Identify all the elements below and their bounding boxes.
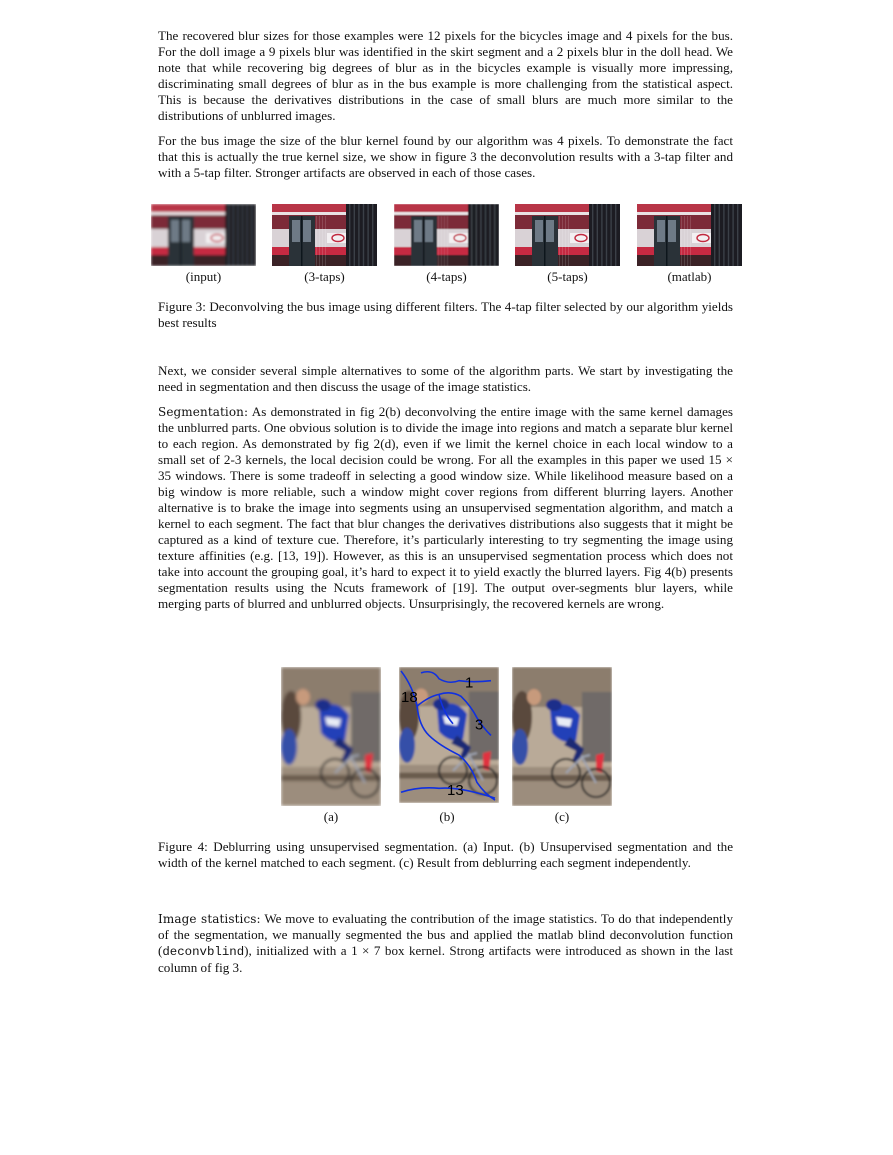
bus-image-matlab [637, 204, 742, 266]
code-deconvblind: deconvblind [162, 945, 245, 959]
figure-4-label-b: (b) [439, 809, 455, 824]
figure-3-label-input: (input) [185, 269, 222, 284]
window-size: 15 × 35 [158, 452, 733, 483]
bus-image-input [151, 204, 256, 266]
statistics-text-c: box kernel. Strong artifacts were introduced as shown in the last column of fig 3. [158, 943, 733, 975]
figure-4-label-c: (c) [554, 809, 570, 824]
paragraph-alternatives: Next, we consider several simple alternatives to some of the algorithm parts. We start by investigating the need in segmentation and then discuss the usage of the image statistics. [158, 363, 733, 394]
paragraph-image-statistics [158, 911, 733, 976]
segment-label: 1 [465, 675, 474, 692]
figure-3-label-5-taps: (5-taps) [547, 269, 588, 284]
figure-3 [0, 204, 893, 284]
cyclist-image-result [512, 667, 612, 806]
paragraph-blur-sizes: The recovered blur sizes for those examples were 12 pixels for the bicycles image and 4 pixels for the bus. For the doll image a 9 pixels blur was identified in the skirt segment and a 2 pixels blur in the doll head. We note that while recovering big degrees of blur as in the bicycles example is visually more impressing, discriminating small degrees of blur as in the bus example is more challenging from the statistical aspect. This is because the derivatives distributions in the case of small blurs are much more similar to the distributions of unblurred images. [158, 28, 733, 123]
cyclist-image-input [281, 667, 381, 806]
segmentation-lead: Segmentation: [158, 405, 249, 419]
figure-3-label-4-taps: (4-taps) [426, 269, 467, 284]
paragraph-bus-kernel: For the bus image the size of the blur kernel found by our algorithm was 4 pixels. To demonstrate the fact that this is actually the true kernel size, we show in figure 3 the deconvolution results with a 3-tap filter and with a 5-tap filter. Stronger artifacts are observed in each of those cases. [158, 133, 733, 180]
bus-image-3-taps [272, 204, 377, 266]
segment-label: 18 [401, 690, 418, 707]
statistics-text-b: ), initialized with a [244, 943, 347, 958]
segmentation-text-b: windows. There is some tradeoff in selecting a good window size. While likelihood measure based on a big window is more reliable, such a window might cover regions from different blurring layers. Another alternative is to brake the image into segments using an unsupervised segmentation algorithm, and match a kernel to each segment. The fact that blur changes the derivatives distributions also suggests that it might be captured as a kind of texture cue. Therefore, it’s particularly interesting to try segmenting the image using texture affinities (e.g. [13, 19]). However, as this is an unsupervised segmentation process which does not take into account the grouping goal, it’s hard to expect it to yield exactly the blurred layers. Fig 4(b) presents segmentation results using the Ncuts framework of [19]. The output over-segments blur layers, while merging parts of blurred and unblurred objects. Unsurprisingly, the recovered kernels are wrong. [158, 468, 733, 611]
segment-label: 13 [447, 783, 464, 800]
box-kernel-size: 1 × 7 [351, 943, 381, 958]
statistics-lead: Image statistics: [158, 912, 261, 926]
segment-label: 3 [475, 717, 484, 734]
paragraph-segmentation [158, 404, 733, 612]
bus-image-5-taps [515, 204, 620, 266]
figure-3-label-3-taps: (3-taps) [304, 269, 345, 284]
figure-3-caption: Figure 3: Deconvolving the bus image using different filters. The 4-tap filter selected by our algorithm yields best results [158, 299, 733, 330]
segmentation-text-a: As demonstrated in fig 2(b) deconvolving the entire image with the same kernel damages the unblurred parts. One obvious solution is to divide the image into regions and match a separate blur kernel to each region. As demonstrated by fig 2(d), even if we limit the kernel choice in each local window to a small set of 2-3 kernels, the local decision could be wrong. For all the examples in this paper we used [158, 404, 733, 467]
cyclist-image-segmentation [399, 667, 499, 803]
statistics-text-a: We move to evaluating the contribution of the image statistics. To do that independently of the segmentation, we manually segmented the bus and applied the matlab blind deconvolution function ( [158, 911, 733, 958]
figure-4-label-a: (a) [323, 809, 339, 824]
figure-4-caption: Figure 4: Deblurring using unsupervised segmentation. (a) Input. (b) Unsupervised segmentation and the width of the kernel matched to each segment. (c) Result from deblurring each segment independently. [158, 839, 733, 870]
bus-image-4-taps [394, 204, 499, 266]
figure-3-label-matlab: (matlab) [667, 269, 712, 284]
